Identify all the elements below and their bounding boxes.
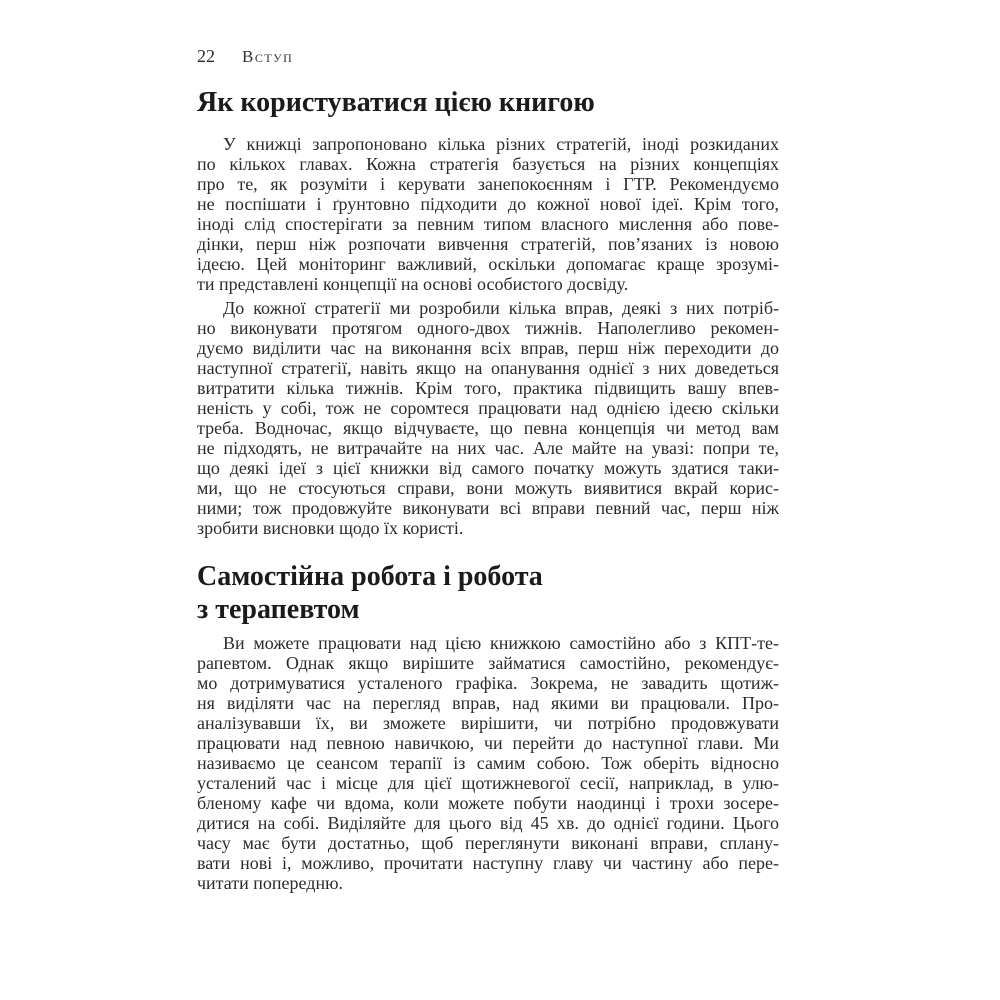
text-line: по кількох главах. Кожна стратегія базується на різних концепціях (197, 154, 779, 174)
text-line: усталений час і місце для цієї щотижневогої сесії, наприклад, в улю- (197, 773, 779, 793)
paragraph (197, 298, 779, 538)
paragraph (197, 134, 779, 294)
text-line: про те, як розуміти і керувати занепокоєнням і ГТР. Рекомендуємо (197, 174, 779, 194)
heading-line: Самостійна робота і робота (197, 561, 543, 592)
text-line: не підходять, не витрачайте на них час. Але майте на увазі: попри те, (197, 438, 779, 458)
heading-line: з терапевтом (197, 594, 360, 625)
text-line: дитися на собі. Виділяйте для цього від 45 хв. до однієї години. Цього (197, 813, 779, 833)
text-line: ми, що не стосуються справи, вони можуть виявитися вкрай корис- (197, 478, 779, 498)
text-line: ня виділяти час на перегляд вправ, над якими ви працювали. Про- (197, 693, 779, 713)
text-line: читати попередню. (197, 873, 344, 893)
paragraph (197, 633, 779, 893)
section-body-self-work (197, 633, 779, 893)
text-line: До кожної стратегії ми розробили кілька вправ, деякі з них потріб- (223, 298, 779, 318)
text-line: Ви можете працювати над цією книжкою самостійно або з КПТ-те- (223, 633, 779, 653)
page-content (197, 46, 779, 893)
text-line: ними; тож продовжуйте виконувати всі вправи певний час, перш ніж (197, 498, 779, 518)
text-line: іноді слід спостерігати за певним типом власного мислення або пове- (197, 214, 779, 234)
text-line: працювати над певною навичкою, чи перейти до наступної глави. Ми (197, 733, 779, 753)
text-line: дуємо виділити час на виконання всіх вправ, перш ніж переходити до (197, 338, 779, 358)
text-line: мо дотримуватися усталеного графіка. Зокрема, не завадить щотиж- (197, 673, 779, 693)
section-body-how-to-use (197, 134, 779, 538)
text-line: зробити висновки щодо їх користі. (197, 518, 464, 538)
text-line: бленому кафе чи вдома, коли можете побути наодинці і трохи зосере- (197, 793, 779, 813)
section-heading-self-work (197, 560, 779, 626)
text-line: аналізувавши їх, ви зможете вирішити, чи потрібно продовжувати (197, 713, 779, 733)
text-line: рапевтом. Однак якщо вирішите займатися самостійно, рекомендує- (197, 653, 779, 673)
running-head-title: Вступ (242, 47, 294, 66)
page-number: 22 (197, 46, 215, 66)
running-head (197, 46, 779, 66)
text-line: називаємо це сеансом терапії із самим собою. Тож оберіть відносно (197, 753, 779, 773)
text-line: часу має бути достатньо, щоб переглянути виконані вправи, сплану- (197, 833, 779, 853)
text-line: ти представлені концепції на основі особистого досвіду. (197, 274, 629, 294)
text-line: наступної стратегії, навіть якщо на опанування однієї з них доведеться (197, 358, 779, 378)
text-line: витратити кілька тижнів. Крім того, практика підвищить вашу впев- (197, 378, 779, 398)
text-line: ідеєю. Цей моніторинг важливий, оскільки допомагає краще зрозумі- (197, 254, 779, 274)
text-line: що деякі ідеї з цієї книжки від самого початку можуть здатися таки- (197, 458, 779, 478)
text-line: но виконувати протягом одного-двох тижнів. Наполегливо рекомен- (197, 318, 779, 338)
text-line: не поспішати і ґрунтовно підходити до кожної нової ідеї. Крім того, (197, 194, 779, 214)
text-line: треба. Водночас, якщо відчуваєте, що певна концепція чи метод вам (197, 418, 779, 438)
text-line: вати нові і, можливо, прочитати наступну главу чи частину або пере- (197, 853, 779, 873)
section-heading-how-to-use: Як користуватися цією книгою (197, 87, 595, 118)
text-line: дінки, перш ніж розпочати вивчення стратегій, пов’язаних із новою (197, 234, 779, 254)
text-line: неність у собі, тож не соромтеся працювати над однією ідеєю скільки (197, 398, 779, 418)
text-line: У книжці запропоновано кілька різних стратегій, іноді розкиданих (223, 134, 779, 154)
